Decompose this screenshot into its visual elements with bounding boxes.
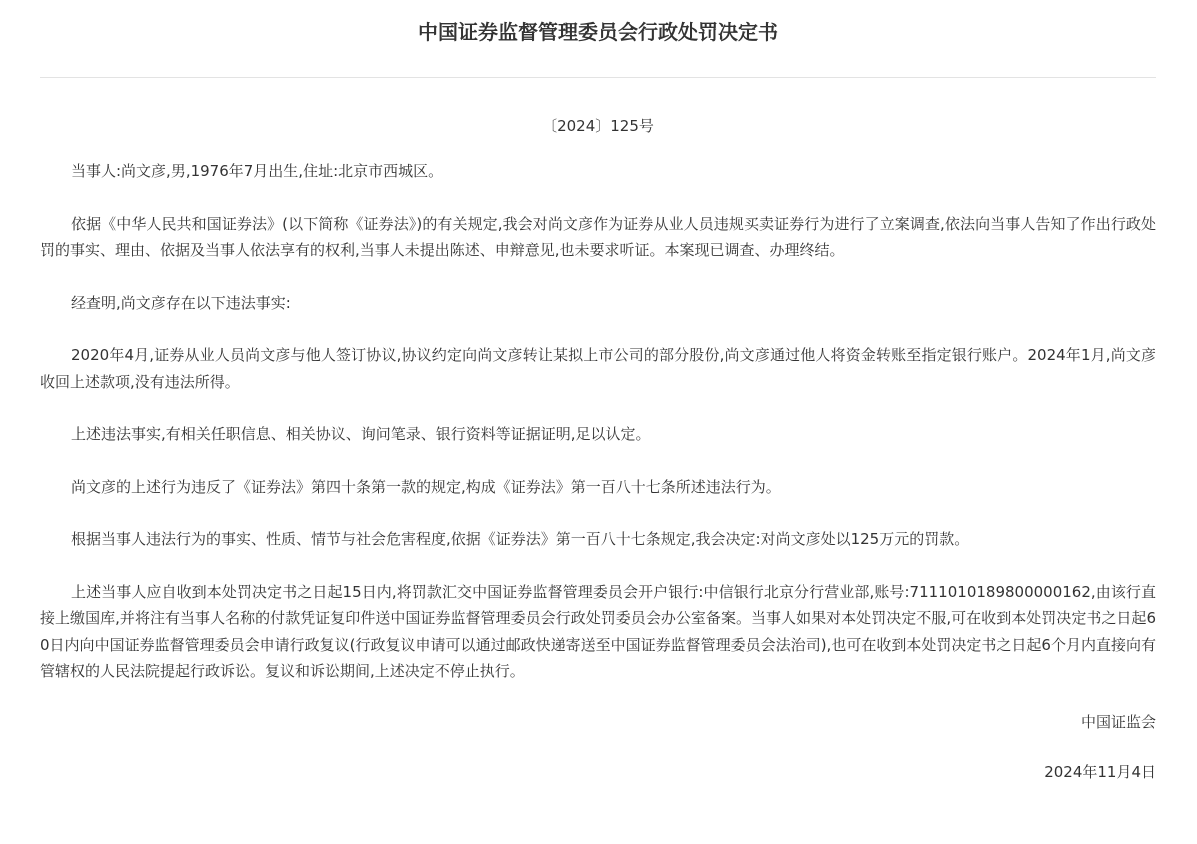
investigation-basis-paragraph: 依据《中华人民共和国证券法》(以下简称《证券法》)的有关规定,我会对尚文彦作为证券从业人员违规买卖证券行为进行了立案调查,依法向当事人告知了作出行政处罚的事实、理由、依据及当事人依法享有的权利,当事人未提出陈述、申辩意见,也未要求听证。本案现已调查、办理终结。 (40, 214, 1156, 259)
findings-intro-paragraph: 经查明,尚文彦存在以下违法事实: (71, 293, 291, 312)
decision-paragraph: 根据当事人违法行为的事实、性质、情节与社会危害程度,依据《证券法》第一百八十七条规定,我会决定:对尚文彦处以125万元的罚款。 (71, 530, 970, 548)
violation-paragraph: 尚文彦的上述行为违反了《证券法》第四十条第一款的规定,构成《证券法》第一百八十七条所述违法行为。 (71, 477, 781, 496)
evidence-paragraph: 上述违法事实,有相关任职信息、相关协议、询问笔录、银行资料等证据证明,足以认定。 (71, 425, 651, 443)
facts-paragraph: 2020年4月,证券从业人员尚文彦与他人签订协议,协议约定向尚文彦转让某拟上市公司的部分股份,尚文彦通过他人将资金转账至指定银行账户。2024年1月,尚文彦收回上述款项,没有违法所得。 (40, 346, 1156, 391)
decision-document (40, 0, 1156, 784)
payment-and-appeal-paragraph: 上述当事人应自收到本处罚决定书之日起15日内,将罚款汇交中国证券监督管理委员会开户银行:中信银行北京分行营业部,账号:7111010189800000162,由该行直接上缴国库,并将注有当事人名称的付款凭证复印件送中国证券监督管理委员会行政处罚委员会办公室备案。当事人如果对本处罚决定不服,可在收到本处罚决定书之日起60日内向中国证券监督管理委员会申请行政复议(行政复议申请可以通过邮政快递寄送至中国证券监督管理委员会法治司),也可在收到本处罚决定书之日起6个月内直接向有管辖权的人民法院提起行政诉讼。复议和诉讼期间,上述决定不停止执行。 (40, 582, 1156, 680)
issue-date: 2024年11月4日 (1044, 762, 1156, 781)
issuing-authority: 中国证监会 (1080, 712, 1156, 731)
document-number: 〔2024〕125号 (542, 117, 654, 135)
title-divider (40, 77, 1156, 78)
document-title: 中国证券监督管理委员会行政处罚决定书 (418, 20, 778, 44)
party-info-paragraph: 当事人:尚文彦,男,1976年7月出生,住址:北京市西城区。 (71, 162, 444, 180)
